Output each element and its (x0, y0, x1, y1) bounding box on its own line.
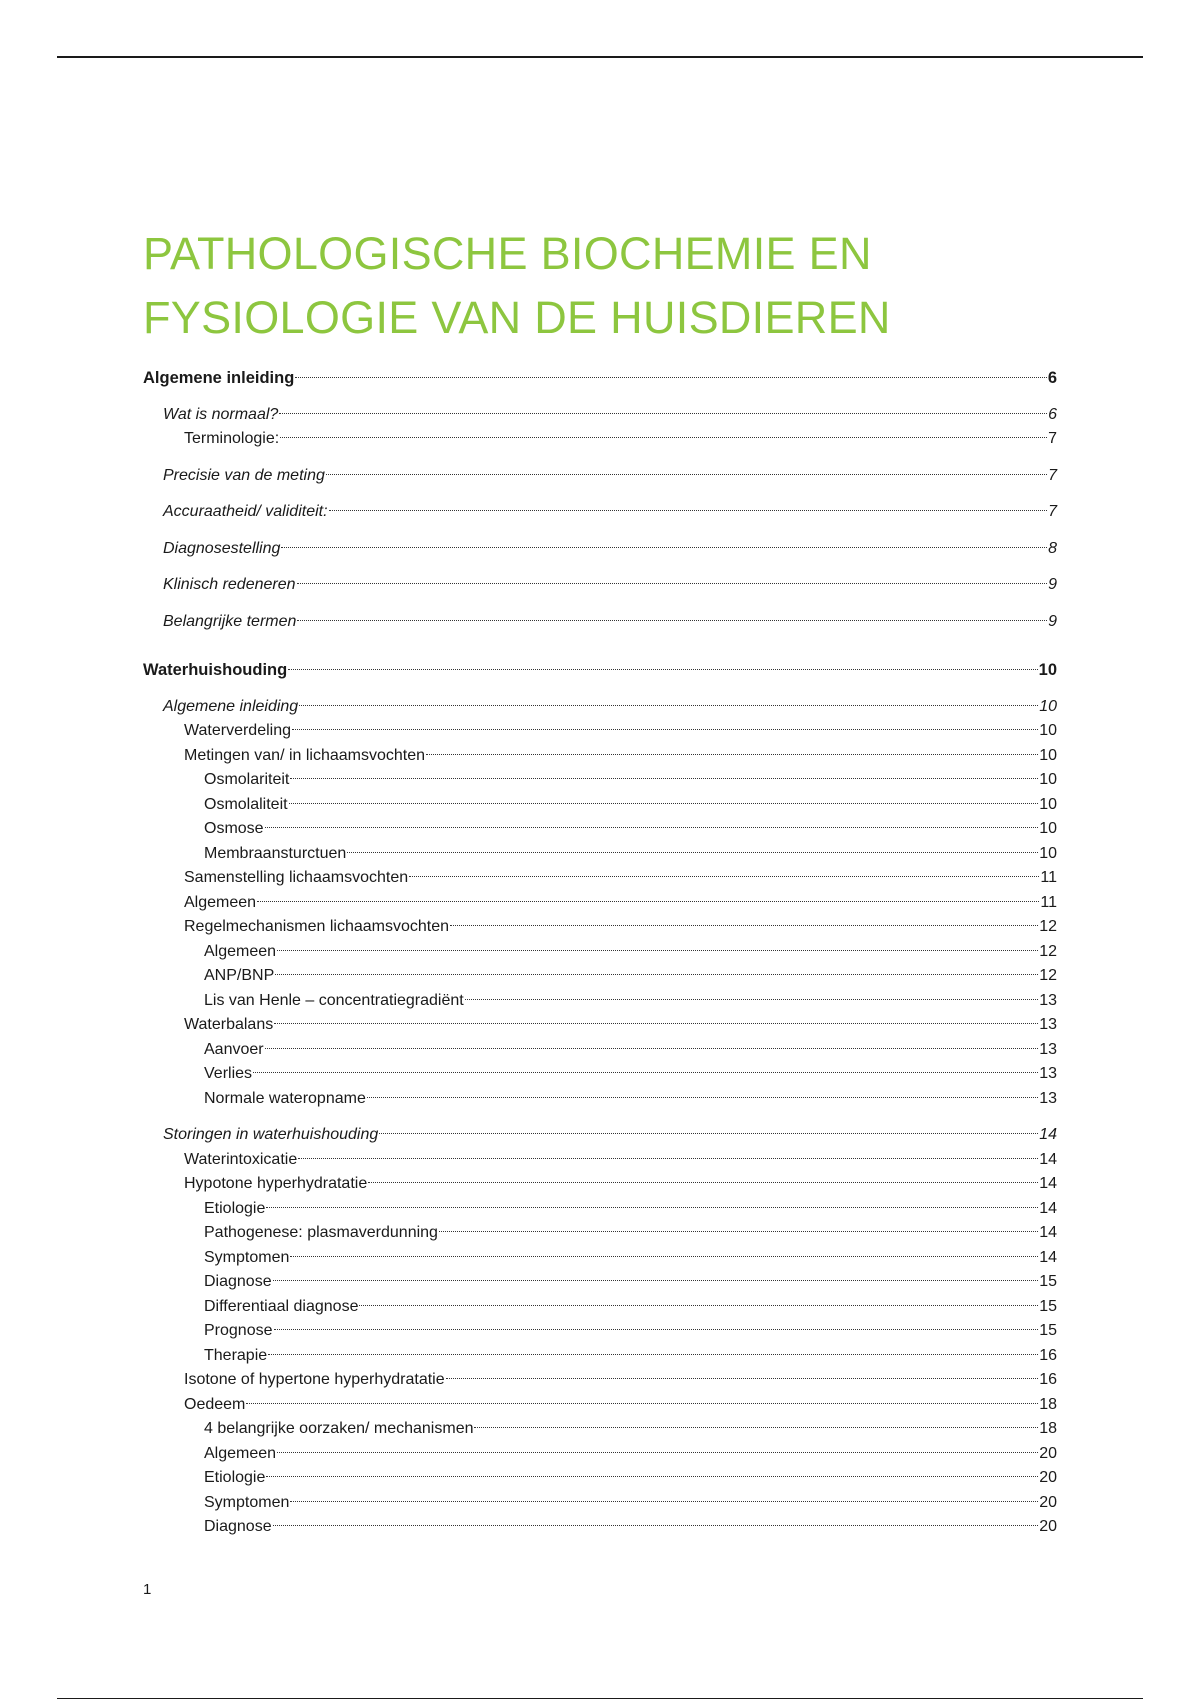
toc-entry-page: 6 (1047, 369, 1057, 387)
toc-entry-title: Etiologie (204, 1469, 266, 1486)
toc-entry-title: Algemene inleiding (163, 697, 299, 715)
toc-entry-title: Verlies (204, 1065, 253, 1082)
toc-dot-leader (289, 803, 1039, 804)
toc-entry-title: Diagnosestelling (163, 539, 281, 557)
toc-entry-title: Metingen van/ in lichaamsvochten (184, 746, 426, 764)
toc-entry-title: Etiologie (204, 1199, 266, 1217)
toc-dot-leader (268, 1354, 1038, 1355)
document-title (143, 222, 891, 350)
title-line-2: FYSIOLOGIE VAN DE HUISDIEREN (143, 292, 891, 343)
toc-entry[interactable] (143, 866, 1057, 891)
toc-entry-title: Waterintoxicatie (184, 1150, 298, 1168)
toc-dot-leader (246, 1403, 1038, 1404)
title-line-1: PATHOLOGISCHE BIOCHEMIE EN (143, 228, 872, 279)
toc-dot-leader (299, 705, 1038, 706)
toc-entry[interactable] (143, 1319, 1057, 1344)
toc-dot-leader (279, 413, 1047, 414)
toc-entry[interactable] (143, 1466, 1057, 1491)
toc-entry-page: 14 (1039, 1248, 1057, 1266)
toc-entry-page: 10 (1038, 661, 1057, 679)
toc-dot-leader (290, 1256, 1038, 1257)
toc-entry-title: Osmolariteit (204, 771, 290, 788)
toc-entry[interactable] (143, 719, 1057, 744)
toc-entry-page: 18 (1039, 1420, 1057, 1437)
toc-entry-title: Algemeen (204, 942, 277, 960)
toc-dot-leader (277, 950, 1038, 951)
toc-entry[interactable] (143, 768, 1057, 793)
toc-entry-title: Pathogenese: plasmaverdunning (204, 1224, 438, 1241)
toc-entry[interactable] (143, 500, 1057, 525)
toc-entry[interactable] (143, 427, 1057, 452)
toc-dot-leader (257, 901, 1039, 902)
toc-entry-title: Symptomen (204, 1493, 290, 1511)
toc-entry[interactable] (143, 940, 1057, 965)
toc-entry[interactable] (143, 1038, 1057, 1063)
toc-entry-page: 8 (1048, 539, 1057, 557)
toc-dot-leader (273, 1525, 1039, 1526)
toc-entry-page: 13 (1039, 1065, 1057, 1082)
toc-dot-leader (292, 729, 1038, 730)
toc-entry[interactable] (143, 817, 1057, 842)
toc-dot-leader (426, 754, 1038, 755)
toc-entry[interactable] (143, 610, 1057, 635)
toc-entry-page: 10 (1039, 820, 1057, 837)
toc-entry[interactable] (143, 1062, 1057, 1087)
toc-entry-page: 15 (1039, 1297, 1057, 1315)
toc-entry-title: Algemeen (184, 893, 257, 911)
table-of-contents (143, 366, 1057, 1540)
toc-entry-page: 13 (1039, 1040, 1057, 1058)
toc-entry[interactable] (143, 793, 1057, 818)
toc-entry-page: 12 (1039, 942, 1057, 960)
toc-entry[interactable] (143, 1087, 1057, 1112)
toc-entry-page: 16 (1039, 1346, 1057, 1364)
toc-entry[interactable] (143, 1148, 1057, 1173)
toc-dot-leader (439, 1231, 1038, 1232)
header-rule (57, 56, 1143, 58)
toc-entry-page: 14 (1039, 1224, 1057, 1241)
toc-dot-leader (265, 827, 1039, 828)
toc-entry[interactable] (143, 537, 1057, 562)
toc-entry-page: 7 (1048, 430, 1057, 447)
toc-dot-leader (288, 669, 1037, 670)
toc-dot-leader (275, 974, 1038, 975)
toc-entry[interactable] (143, 1442, 1057, 1467)
toc-dot-leader (266, 1476, 1038, 1477)
toc-entry-page: 12 (1039, 918, 1057, 935)
toc-entry-title: 4 belangrijke oorzaken/ mechanismen (204, 1420, 474, 1437)
toc-entry-title: ANP/BNP (204, 967, 275, 984)
toc-dot-leader (290, 1501, 1038, 1502)
toc-entry[interactable] (143, 695, 1057, 720)
toc-entry[interactable] (143, 964, 1057, 989)
toc-entry-title: Osmose (204, 820, 264, 837)
toc-entry[interactable] (143, 464, 1057, 489)
toc-entry[interactable] (143, 1368, 1057, 1393)
toc-entry-title: Diagnose (204, 1273, 272, 1290)
toc-entry[interactable] (143, 1123, 1057, 1148)
toc-entry-page: 18 (1039, 1395, 1057, 1413)
toc-entry-title: Prognose (204, 1322, 273, 1339)
toc-entry-title: Precisie van de meting (163, 466, 325, 484)
toc-entry[interactable] (143, 366, 1057, 391)
toc-entry[interactable] (143, 744, 1057, 769)
toc-entry-page: 14 (1039, 1150, 1057, 1168)
toc-entry-title: Therapie (204, 1346, 268, 1364)
toc-entry-title: Samenstelling lichaamsvochten (184, 869, 409, 886)
toc-dot-leader (297, 620, 1047, 621)
toc-entry-title: Klinisch redeneren (163, 576, 296, 593)
toc-entry-title: Aanvoer (204, 1040, 264, 1058)
toc-dot-leader (253, 1072, 1038, 1073)
toc-dot-leader (359, 1305, 1038, 1306)
toc-dot-leader (465, 999, 1038, 1000)
toc-entry[interactable] (143, 1013, 1057, 1038)
toc-entry-page: 9 (1048, 612, 1057, 630)
toc-entry-title: Hypotone hyperhydratatie (184, 1175, 368, 1192)
toc-dot-leader (329, 510, 1048, 511)
toc-dot-leader (326, 474, 1047, 475)
toc-entry-title: Isotone of hypertone hyperhydratatie (184, 1371, 445, 1388)
toc-entry-page: 12 (1039, 967, 1057, 984)
toc-entry-page: 9 (1048, 576, 1057, 593)
toc-dot-leader (280, 437, 1047, 438)
toc-entry-page: 7 (1048, 503, 1057, 520)
toc-entry[interactable] (143, 842, 1057, 867)
toc-entry-page: 10 (1039, 746, 1057, 764)
toc-entry[interactable] (143, 573, 1057, 598)
toc-entry-title: Algemene inleiding (143, 369, 295, 387)
toc-entry[interactable] (143, 1295, 1057, 1320)
toc-entry-page: 15 (1039, 1322, 1057, 1339)
toc-entry-title: Algemeen (204, 1444, 277, 1462)
toc-entry-page: 20 (1039, 1444, 1057, 1462)
toc-entry-page: 13 (1039, 991, 1057, 1009)
toc-entry-title: Wat is normaal? (163, 405, 279, 423)
toc-entry-page: 15 (1039, 1273, 1057, 1290)
toc-entry[interactable] (143, 1393, 1057, 1418)
toc-entry-title: Diagnose (204, 1518, 272, 1535)
toc-entry[interactable] (143, 1270, 1057, 1295)
toc-entry[interactable] (143, 1344, 1057, 1369)
toc-dot-leader (265, 1048, 1039, 1049)
toc-entry-title: Regelmechanismen lichaamsvochten (184, 918, 450, 935)
toc-dot-leader (446, 1378, 1039, 1379)
toc-entry[interactable] (143, 1197, 1057, 1222)
toc-entry-page: 10 (1039, 722, 1057, 739)
toc-entry-page: 11 (1040, 893, 1057, 911)
toc-dot-leader (367, 1097, 1038, 1098)
footer-rule (57, 1698, 1143, 1699)
toc-entry-title: Membraansturctuen (204, 844, 347, 862)
toc-dot-leader (368, 1182, 1038, 1183)
toc-entry[interactable] (143, 891, 1057, 916)
toc-entry-page: 7 (1048, 466, 1057, 484)
toc-dot-leader (266, 1207, 1038, 1208)
toc-entry-title: Storingen in waterhuishouding (163, 1126, 379, 1143)
toc-entry-title: Belangrijke termen (163, 612, 297, 630)
toc-entry-title: Osmolaliteit (204, 795, 288, 813)
toc-entry-page: 14 (1039, 1175, 1057, 1192)
toc-entry-page: 14 (1039, 1126, 1057, 1143)
toc-entry[interactable] (143, 1515, 1057, 1540)
toc-entry-title: Symptomen (204, 1248, 290, 1266)
toc-entry-page: 10 (1039, 697, 1057, 715)
toc-entry-page: 16 (1039, 1371, 1057, 1388)
toc-dot-leader (379, 1133, 1038, 1134)
toc-dot-leader (295, 377, 1047, 378)
toc-entry[interactable] (143, 658, 1057, 683)
toc-dot-leader (281, 547, 1047, 548)
toc-entry-page: 10 (1039, 844, 1057, 862)
toc-dot-leader (298, 1158, 1038, 1159)
toc-entry-page: 11 (1040, 869, 1057, 886)
toc-dot-leader (297, 583, 1048, 584)
toc-entry[interactable] (143, 1246, 1057, 1271)
toc-entry-page: 10 (1039, 795, 1057, 813)
toc-entry-title: Waterbalans (184, 1016, 274, 1033)
toc-entry-page: 14 (1039, 1199, 1057, 1217)
toc-entry-page: 6 (1048, 405, 1057, 423)
page-number: 1 (143, 1581, 152, 1598)
toc-dot-leader (474, 1427, 1038, 1428)
toc-entry-title: Accuraatheid/ validiteit: (163, 503, 328, 520)
toc-entry-title: Oedeem (184, 1395, 246, 1413)
toc-entry[interactable] (143, 1221, 1057, 1246)
toc-entry-page: 13 (1039, 1089, 1057, 1107)
toc-dot-leader (277, 1452, 1038, 1453)
toc-entry[interactable] (143, 915, 1057, 940)
toc-entry[interactable] (143, 403, 1057, 428)
toc-dot-leader (409, 876, 1039, 877)
toc-entry-title: Normale wateropname (204, 1089, 366, 1107)
toc-entry[interactable] (143, 989, 1057, 1014)
toc-entry-page: 10 (1039, 771, 1057, 788)
toc-dot-leader (274, 1023, 1038, 1024)
toc-entry[interactable] (143, 1172, 1057, 1197)
toc-entry-page: 13 (1039, 1016, 1057, 1033)
toc-dot-leader (347, 852, 1038, 853)
toc-entry[interactable] (143, 1417, 1057, 1442)
toc-dot-leader (273, 1280, 1039, 1281)
toc-dot-leader (274, 1329, 1039, 1330)
toc-entry-title: Waterverdeling (184, 722, 292, 739)
toc-entry-title: Differentiaal diagnose (204, 1297, 359, 1315)
toc-entry-title: Terminologie: (184, 430, 280, 447)
toc-dot-leader (290, 778, 1038, 779)
toc-dot-leader (450, 925, 1038, 926)
toc-entry-title: Lis van Henle – concentratiegradiënt (204, 991, 464, 1009)
toc-entry-title: Waterhuishouding (143, 661, 288, 679)
toc-entry-page: 20 (1039, 1518, 1057, 1535)
toc-entry[interactable] (143, 1491, 1057, 1516)
toc-entry-page: 20 (1039, 1493, 1057, 1511)
toc-entry-page: 20 (1039, 1469, 1057, 1486)
